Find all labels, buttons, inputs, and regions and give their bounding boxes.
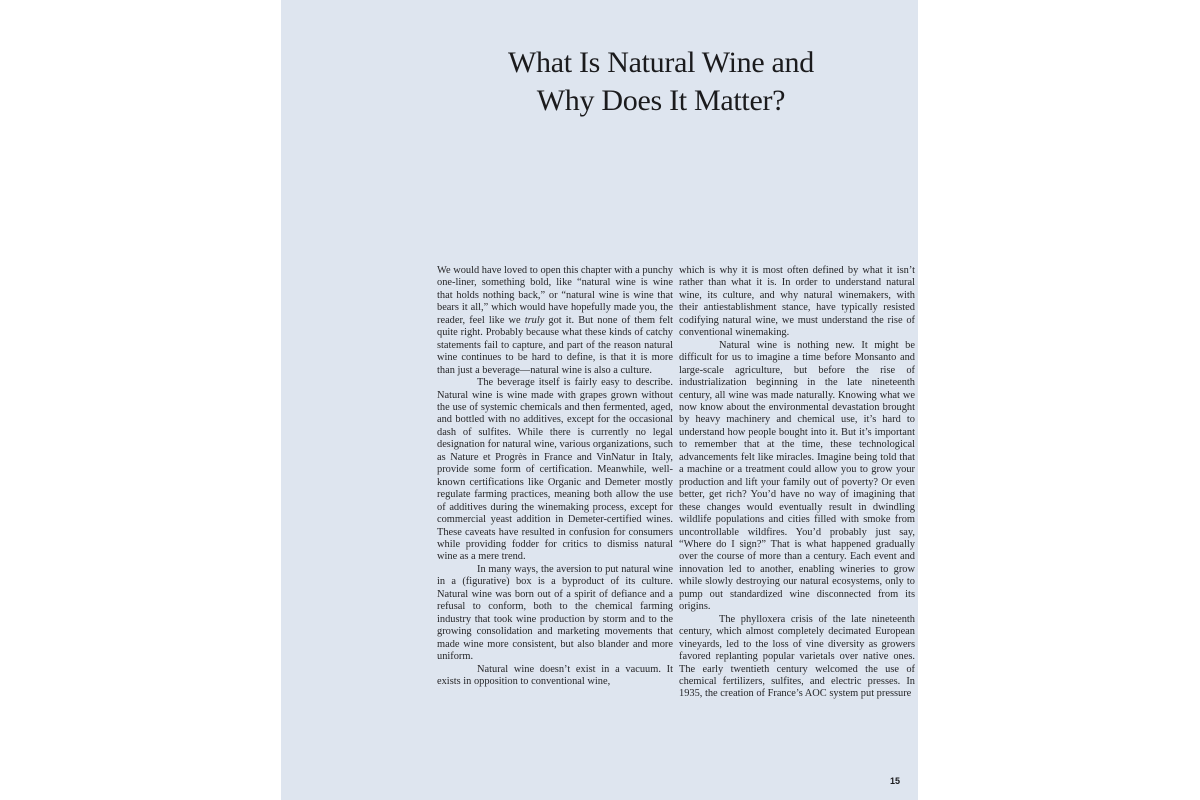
paragraph: Natural wine doesn’t exist in a vacuum. It exists in opposition to conventional wine,: [437, 663, 673, 687]
paragraph-text: We would have loved to open this chapter with a punchy one-liner, something bold, like “natural wine is wine that holds nothing back,” or “natural wine is wine that bears it all,” which would have hopefully made you, the reader, feel like we: [437, 265, 673, 326]
chapter-title-line-2: Why Does It Matter?: [536, 84, 786, 117]
paragraph: which is why it is most often defined by what it isn’t rather than what it is. In order to understand natural wine, its culture, and why natural winemakers, with their antiestablishment stance, have typically resisted codifying natural wine, we must understand the rise of conventional winemaking.: [679, 265, 915, 339]
page-number: 15: [889, 776, 900, 786]
paragraph: The beverage itself is fairly easy to describe. Natural wine is wine made with grapes grown without the use of systemic chemicals and then fermented, aged, and bottled with no additives, except for the occasional dash of sulfites. While there is currently no legal designation for natural wine, various organizations, such as Nature et Progrès in France and VinNatur in Italy, provide some form of certification. Meanwhile, well-known certifications like Organic and Demeter mostly regulate farming practices, meaning both allow the use of additives during the winemaking process, except for commercial yeast addition in Demeter-certified wines. These caveats have resulted in confusion for consumers while providing fodder for critics to dismiss natural wine as a mere trend.: [437, 377, 673, 563]
paragraph: Natural wine is nothing new. It might be difficult for us to imagine a time before Monsanto and large-scale agriculture, but before the rise of industrialization beginning in the late nineteenth century, all wine was made naturally. Knowing what we now know about the environmental devastation brought by heavy machinery and chemical use, it’s hard to understand how people bought into it. But it’s important to remember that at the time, these technological advancements felt like miracles. Imagine being told that a machine or a treatment could allow you to grow your production and lift your family out of poverty? Or even better, get rich? You’d have no way of imagining that these changes would eventually result in dwindling wildlife populations and cities filled with smoke from uncontrollable wildfires. You’d probably just say, “Where do I sign?” That is what happened gradually over the course of more than a century. Each event and innovation led to another, enabling wineries to grow while slowly destroying our natural ecosystems, only to pump out standardized wine disconnected from its origins.: [679, 339, 915, 613]
paragraph-text: got it. But none of them felt quite right. Probably because what these kinds of catchy statements fail to capture, and part of the reason natural wine continues to be hard to define, is that it is more than just a beverage—natural wine is also a culture.: [437, 314, 673, 376]
paragraph: In many ways, the aversion to put natural wine in a (figurative) box is a byproduct of its culture. Natural wine was born out of a spirit of defiance and a refusal to conform, both to the chemical farming industry that took wine production by storm and to the growing consolidation and marketing movements that made wine more consistent, but also blander and more uniform.: [437, 563, 673, 663]
left-text-column: [437, 265, 673, 688]
paragraph: The phylloxera crisis of the late nineteenth century, which almost completely decimated European vineyards, led to the loss of vine diversity as growers favored replanting popular varietals over native ones. The early twentieth century welcomed the use of chemical fertilizers, sulfites, and electric presses. In 1935, the creation of France’s AOC system put pressure: [679, 613, 915, 700]
emphasis-text: truly: [524, 314, 545, 326]
chapter-title-line-1: What Is Natural Wine and: [508, 46, 814, 79]
right-text-column: [679, 265, 915, 701]
paragraph: [437, 265, 673, 377]
chapter-title: [451, 44, 871, 120]
book-page: [281, 0, 918, 800]
